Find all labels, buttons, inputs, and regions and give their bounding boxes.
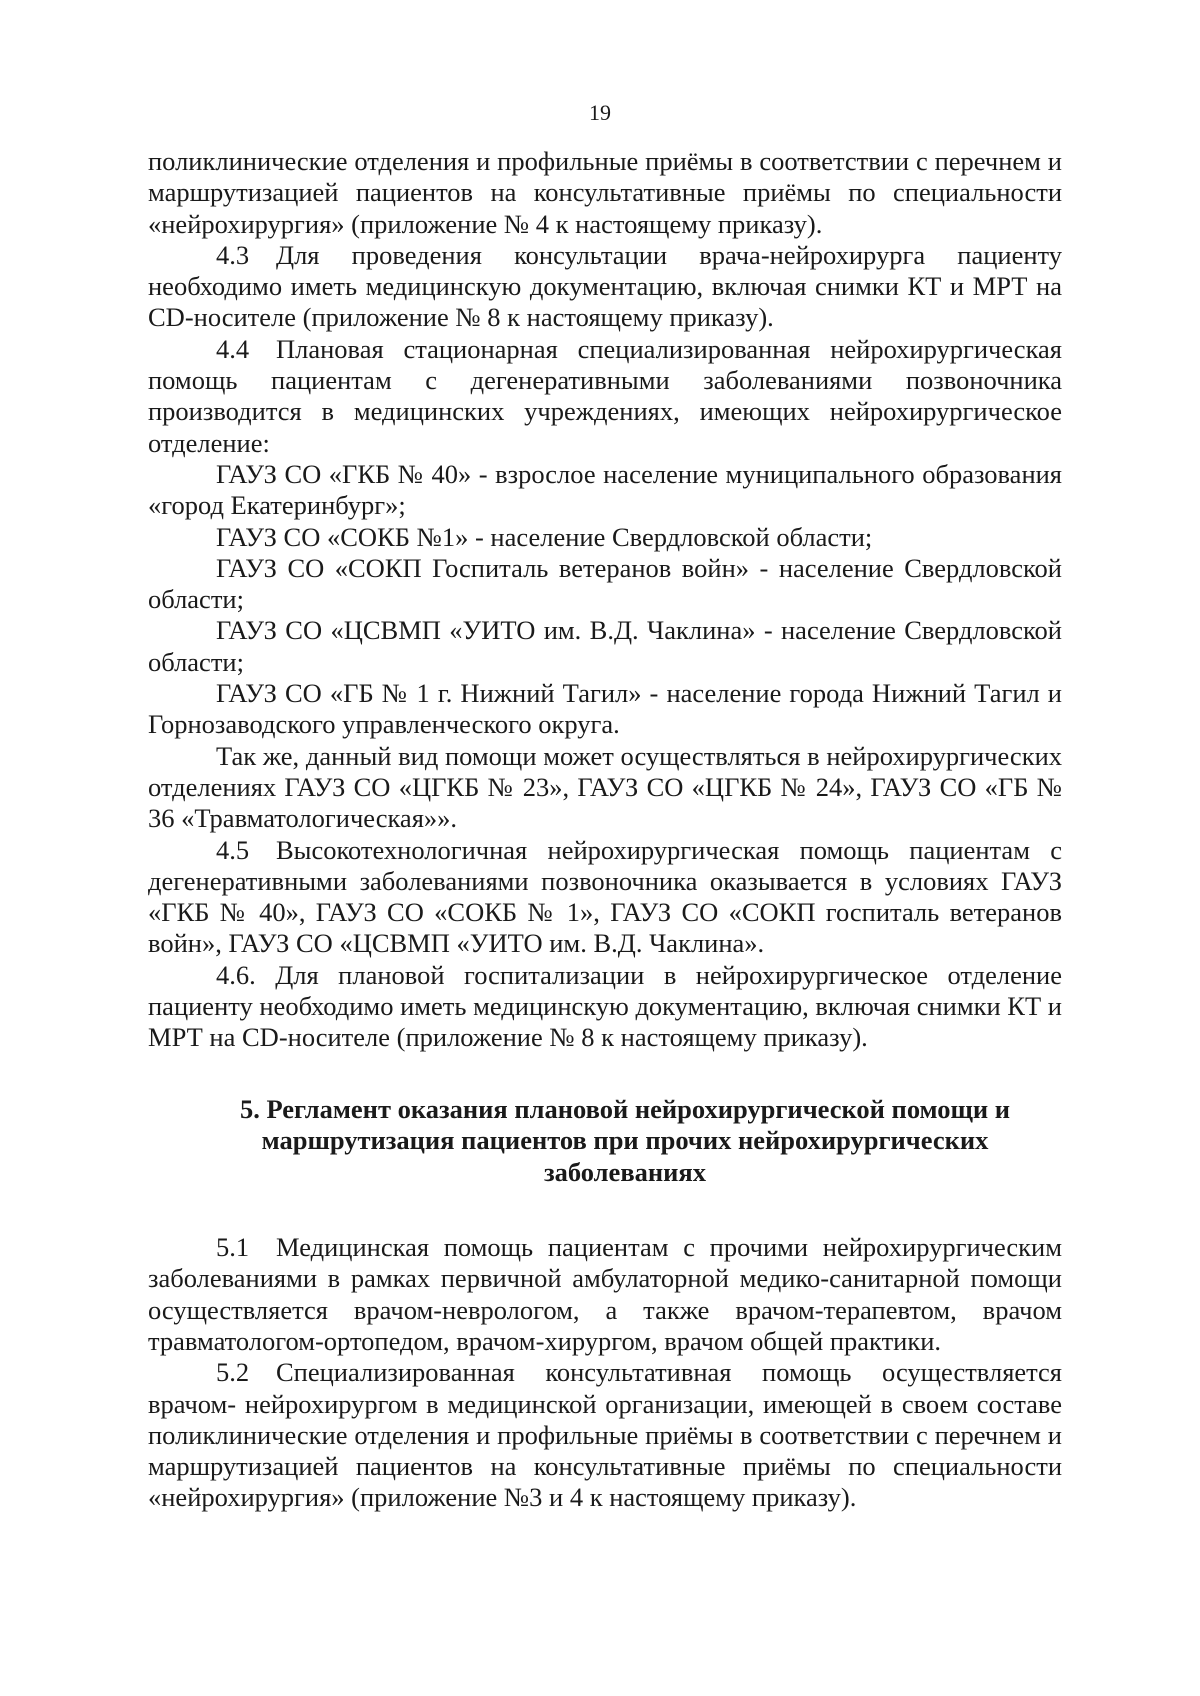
paragraph-text: Специализированная консультативная помощь осуществляется врачом- нейрохирургом в медицинской организации, имеющей в своем составе поликлинические отделения и профильные приёмы в соответствии с перечнем и маршрутизацией пациентов на консультативные приёмы по специальности «нейрохирургия» (приложение №3 и 4 к настоящему приказу). [148,1357,1062,1513]
paragraph-5-1 [148,1232,1062,1357]
paragraph-text: Высокотехнологичная нейрохирургическая помощь пациентам с дегенеративными заболеваниями позвоночника оказывается в условиях ГАУЗ «ГКБ № 40», ГАУЗ СО «СОКБ № 1», ГАУЗ СО «СОКП госпиталь ветеранов войн», ГАУЗ СО «ЦСВМП «УИТО им. В.Д. Чаклина». [148,834,1062,959]
paragraph-5-2 [148,1357,1062,1513]
document-body [148,146,1062,1514]
hospital-item-csvmp: ГАУЗ СО «ЦСВМП «УИТО им. В.Д. Чаклина» - население Свердловской области; [148,615,1062,677]
hospital-item-gkb40: ГАУЗ СО «ГКБ № 40» - взрослое население муниципального образования «город Екатеринбург»; [148,458,1062,521]
paragraph-4-6: 4.6. Для плановой госпитализации в нейрохирургическое отделение пациенту необходимо иметь медицинскую документацию, включая снимки КТ и МРТ на CD-носителе (приложение № 8 к настоящему приказу). [148,959,1062,1053]
paragraph-4-5 [148,835,1062,960]
paragraph-also: Так же, данный вид помощи может осуществляться в нейрохирургических отделениях ГАУЗ СО «ЦГКБ № 23», ГАУЗ СО «ЦГКБ № 24», ГАУЗ СО «ГБ № 36 «Травматологическая»». [148,740,1062,834]
paragraph-4-4 [148,334,1062,459]
hospital-item-sokp: ГАУЗ СО «СОКП Госпиталь ветеранов войн» - население Свердловской области; [148,552,1062,615]
paragraph-text: Медицинская помощь пациентам с прочими нейрохирургическим заболеваниями в рамках первичной амбулаторной медико-санитарной помощи осуществляется врачом-неврологом, а также врачом-терапевтом, врачом травматологом-ортопедом, врачом-хирургом, врачом общей практики. [148,1232,1062,1356]
section-5-heading: 5. Регламент оказания плановой нейрохирургической помощи и маршрутизация пациентов при прочих нейрохирургических заболеваниях [239,1093,1011,1187]
paragraph-text: Плановая стационарная специализированная нейрохирургическая помощь пациентам с дегенеративными заболеваниями позвоночника производится в медицинских учреждениях, имеющих нейрохирургическое отделение: [148,333,1062,458]
hospital-item-sokb1: ГАУЗ СО «СОКБ №1» - население Свердловской области; [216,521,873,552]
paragraph-number: 4.3 [216,239,250,270]
paragraph-number: 5.2 [216,1357,250,1388]
paragraph-4-3 [148,240,1062,334]
paragraph-number: 4.4 [216,333,250,364]
paragraph-text: Для проведения консультации врача-нейрохирурга пациенту необходимо иметь медицинскую документацию, включая снимки КТ и МРТ на CD-носителе (приложение № 8 к настоящему приказу). [148,239,1062,333]
hospital-item-gb1-tagil: ГАУЗ СО «ГБ № 1 г. Нижний Тагил» - население города Нижний Тагил и Горнозаводского управленческого округа. [148,678,1062,740]
paragraph-number: 5.1 [216,1232,250,1263]
paragraph-continuation: поликлинические отделения и профильные приёмы в соответствии с перечнем и маршрутизацией пациентов на консультативные приёмы по специальности «нейрохирургия» (приложение № 4 к настоящему приказу). [148,146,1062,239]
paragraph-number: 4.5 [216,834,250,865]
page-number: 19 [589,100,611,125]
